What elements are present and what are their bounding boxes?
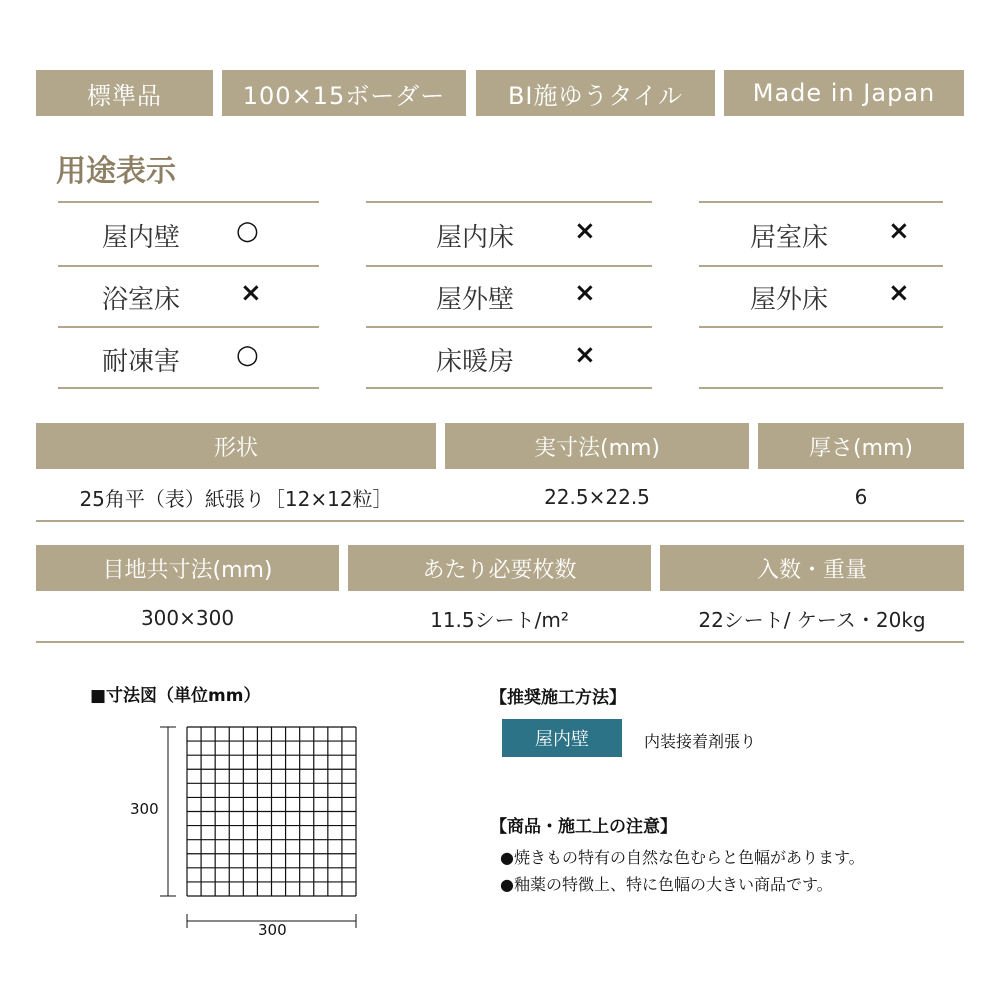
usage-mark-outdoor-wall: × bbox=[574, 278, 596, 308]
usage-label-outdoor-floor: 屋外床 bbox=[750, 285, 829, 315]
usage-label-bath-floor: 浴室床 bbox=[102, 285, 181, 315]
usage-rule bbox=[366, 265, 652, 267]
tag-size: 100×15ボーダー bbox=[222, 70, 466, 116]
usage-mark-outdoor-floor: × bbox=[888, 278, 910, 308]
diagram-width-label: 300 bbox=[258, 921, 287, 939]
usage-mark-indoor-wall: ○ bbox=[236, 216, 259, 246]
usage-rule bbox=[58, 387, 319, 389]
usage-rule bbox=[366, 201, 652, 203]
usage-label-indoor-floor: 屋内床 bbox=[436, 223, 515, 253]
usage-mark-floor-heating: × bbox=[574, 340, 596, 370]
usage-rule bbox=[699, 326, 943, 328]
spec-value-sheets-needed: 11.5シート/m² bbox=[430, 607, 569, 632]
usage-mark-indoor-floor: × bbox=[574, 216, 596, 246]
spec-rule bbox=[36, 520, 964, 522]
spec-value-size: 22.5×22.5 bbox=[544, 485, 650, 509]
tag-finish: BI施ゆうタイル bbox=[476, 70, 715, 116]
usage-mark-bath-floor: × bbox=[240, 278, 262, 308]
usage-label-outdoor-wall: 屋外壁 bbox=[436, 285, 515, 315]
usage-label-living-floor: 居室床 bbox=[750, 223, 829, 253]
usage-label-frost: 耐凍害 bbox=[102, 347, 181, 377]
usage-rule bbox=[366, 387, 652, 389]
usage-mark-frost: ○ bbox=[236, 340, 259, 370]
tile-grid bbox=[187, 727, 356, 896]
usage-label-indoor-wall: 屋内壁 bbox=[102, 223, 181, 253]
usage-mark-living-floor: × bbox=[888, 216, 910, 246]
usage-rule bbox=[58, 201, 319, 203]
spec-header-sheets-needed: あたり必要枚数 bbox=[348, 545, 651, 591]
usage-rule bbox=[366, 326, 652, 328]
caution-title: 【商品・施工上の注意】 bbox=[490, 817, 677, 837]
caution-line-1: ●焼きもの特有の自然な色むらと色幅があります。 bbox=[500, 848, 865, 867]
spec-value-joint-size: 300×300 bbox=[140, 606, 235, 630]
spec-header-thickness: 厚さ(mm) bbox=[758, 423, 964, 469]
spec-value-pack-weight: 22シート/ ケース・20kg bbox=[698, 607, 926, 632]
spec-rule bbox=[36, 641, 964, 643]
usage-rule bbox=[699, 201, 943, 203]
diagram-height-label: 300 bbox=[130, 800, 159, 818]
dimension-diagram bbox=[120, 715, 380, 945]
spec-header-pack-weight: 入数・重量 bbox=[660, 545, 964, 591]
tag-standard: 標準品 bbox=[36, 70, 213, 116]
usage-rule bbox=[58, 326, 319, 328]
tag-origin: Made in Japan bbox=[724, 70, 964, 116]
caution-line-2: ●釉薬の特徴上、特に色幅の大きい商品です。 bbox=[500, 875, 833, 894]
method-text: 内装接着剤張り bbox=[644, 732, 757, 751]
usage-title: 用途表示 bbox=[56, 154, 176, 189]
method-badge: 屋内壁 bbox=[502, 719, 622, 757]
spec-value-shape: 25角平（表）紙張り［12×12粒］ bbox=[79, 486, 393, 511]
spec-header-shape: 形状 bbox=[36, 423, 436, 469]
usage-rule bbox=[58, 265, 319, 267]
usage-rule bbox=[699, 387, 943, 389]
method-title: 【推奨施工方法】 bbox=[490, 688, 626, 708]
spec-header-size: 実寸法(mm) bbox=[445, 423, 749, 469]
usage-label-floor-heating: 床暖房 bbox=[436, 347, 515, 377]
usage-rule bbox=[699, 265, 943, 267]
spec-header-joint-size: 目地共寸法(mm) bbox=[36, 545, 339, 591]
diagram-title: ■寸法図（単位mm） bbox=[90, 686, 261, 706]
spec-value-thickness: 6 bbox=[854, 485, 868, 509]
